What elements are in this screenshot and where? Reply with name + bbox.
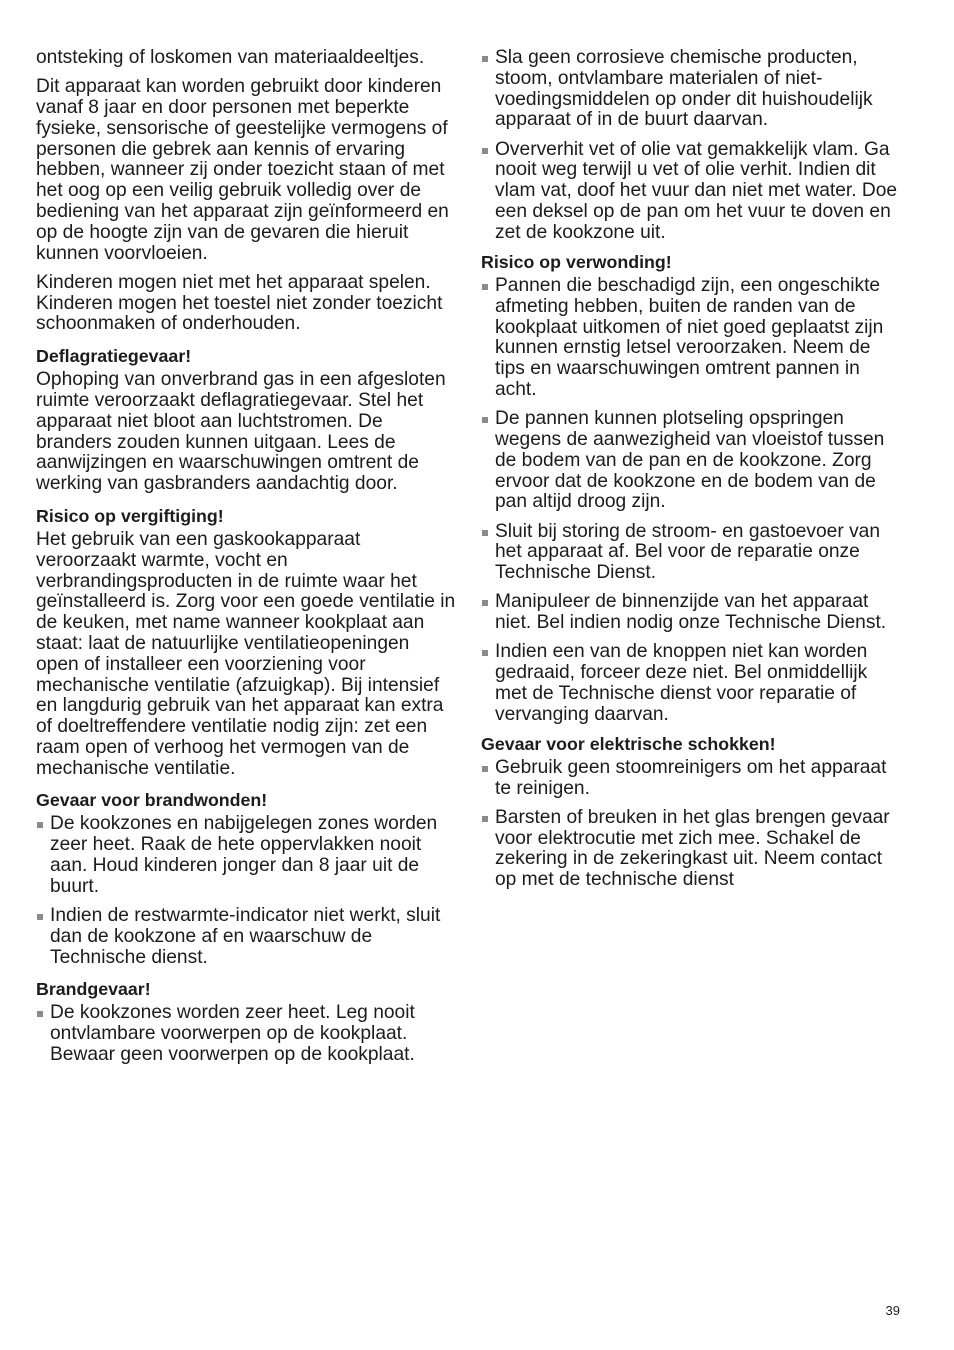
right-column: [481, 48, 901, 899]
list-item: Barsten of breuken in het glas brengen gevaar voor elektrocutie met zich mee. Schakel de zekering in de zekeringkast uit. Neem contact op met de technische dienst: [481, 808, 901, 891]
list-item: De pannen kunnen plotseling opspringen wegens de aanwezigheid van vloeistof tussen de bodem van de pan en de kookzone. Zorg ervoor dat de kookzone en de bodem van de pan altijd droog zijn.: [481, 409, 901, 513]
electric-shock-heading: Gevaar voor elektrische schokken!: [481, 733, 776, 754]
deflagration-heading: Deflagratiegevaar!: [36, 346, 192, 367]
injury-list: [481, 276, 901, 726]
list-item: Gebruik geen stoomreinigers om het apparaat te reinigen.: [481, 758, 901, 800]
intro-paragraph: Dit apparaat kan worden gebruikt door kinderen vanaf 8 jaar en door personen met beperkte fysieke, sensorische of geestelijke vermogens of personen die gebrek aan kennis of ervaring hebben, wanneer zij onder toezicht staan of met het oog op een veilig gebruik volledig over de bediening van het apparaat zijn geïnformeerd en op de hoogte zijn van de gevaren die hieruit kunnen voorvloeien.: [36, 76, 449, 264]
list-item: Indien de restwarmte-indicator niet werkt, sluit dan de kookzone af en waarschuw de Technische dienst.: [36, 906, 456, 968]
list-item: Indien een van de knoppen niet kan worden gedraaid, forceer deze niet. Bel onmiddellijk met de Technische dienst voor reparatie of vervanging daarvan.: [481, 642, 901, 725]
poisoning-heading: Risico op vergiftiging!: [36, 505, 224, 526]
fire-list-continued: [481, 48, 901, 244]
electric-shock-list: [481, 758, 901, 891]
list-item: Oververhit vet of olie vat gemakkelijk vlam. Ga nooit weg terwijl u vet of olie verhit. Indien dit vlam vat, doof het vuur dan niet met water. Doe een deksel op de pan om het vuur te doven en zet de kookzone uit.: [481, 140, 901, 244]
burns-heading: Gevaar voor brandwonden!: [36, 790, 268, 811]
poisoning-text: Het gebruik van een gaskookapparaat veroorzaakt warmte, vocht en verbrandingsproducten in de ruimte waar het geïnstalleerd is. Zorg voor een goede ventilatie in de keuken, met name wanneer kookplaat aan staat: laat de natuurlijke ventilatieopeningen open of installeer een voorziening voor mechanische ventilatie (afzuigkap). Bij intensief en langdurig gebruik van het apparaat kan extra of doeltreffendere ventilatie nodig zijn: zet een raam open of verhoog het vermogen van de mechanische ventilatie.: [36, 528, 456, 779]
deflagration-text: Ophoping van onverbrand gas in een afgesloten ruimte veroorzaakt deflagratiegevaar. Stel het apparaat niet bloot aan luchtstromen. De branders zouden kunnen uitgaan. Lees de aanwijzingen en waarschuwingen omtrent de werking van gasbranders aandachtig door.: [36, 369, 446, 495]
fire-heading: Brandgevaar!: [36, 979, 151, 1000]
left-column: [36, 48, 456, 1074]
burns-list: [36, 814, 456, 968]
list-item: Sluit bij storing de stroom- en gastoevoer van het apparaat af. Bel voor de reparatie onze Technische Dienst.: [481, 522, 901, 584]
list-item: Pannen die beschadigd zijn, een ongeschikte afmeting hebben, buiten de randen van de kookplaat uitkomen of niet goed geplaatst zijn kunnen ernstig letsel veroorzaken. Neem de tips en waarschuwingen omtrent pannen in acht.: [481, 276, 901, 401]
page-number: 39: [885, 1303, 900, 1318]
intro-paragraph: Kinderen mogen niet met het apparaat spelen. Kinderen mogen het toestel niet zonder toezicht schoonmaken of onderhouden.: [36, 271, 443, 335]
list-item: Sla geen corrosieve chemische producten, stoom, ontvlambare materialen of niet-voedingsmiddelen op onder dit huishoudelijk apparaat of in de buurt daarvan.: [481, 48, 901, 131]
injury-heading: Risico op verwonding!: [481, 251, 672, 272]
intro-paragraph: ontsteking of loskomen van materiaaldeeltjes.: [36, 47, 425, 68]
list-item: De kookzones worden zeer heet. Leg nooit ontvlambare voorwerpen op de kookplaat. Bewaar geen voorwerpen op de kookplaat.: [36, 1003, 456, 1065]
list-item: Manipuleer de binnenzijde van het apparaat niet. Bel indien nodig onze Technische Dienst.: [481, 592, 901, 634]
fire-list: [36, 1003, 456, 1065]
list-item: De kookzones en nabijgelegen zones worden zeer heet. Raak de hete oppervlakken nooit aan. Houd kinderen jonger dan 8 jaar uit de buurt.: [36, 814, 456, 897]
